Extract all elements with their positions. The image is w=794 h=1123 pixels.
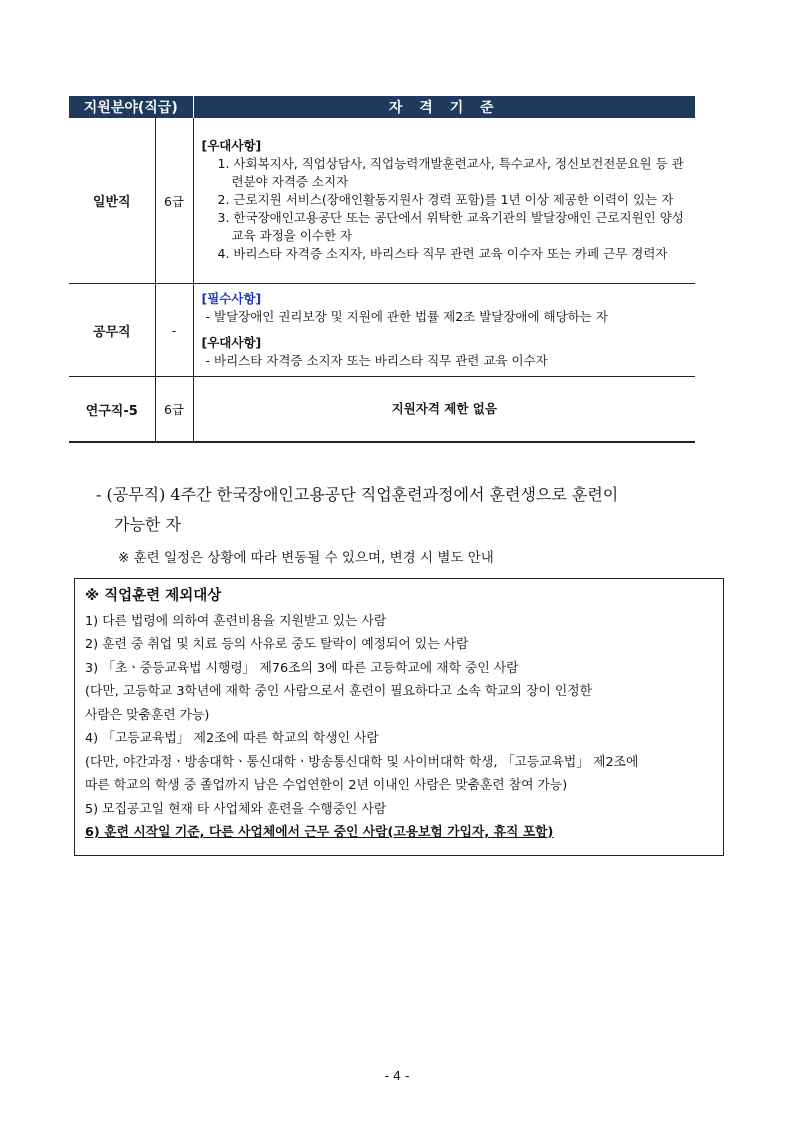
box-title: ※ 직업훈련 제외대상 xyxy=(85,588,222,604)
box-line: 사람은 맞춤훈련 가능) xyxy=(85,707,210,723)
note-line: - (공무직) 4주간 한국장애인고용공단 직업훈련과정에서 훈련생으로 훈련이 xyxy=(96,485,619,504)
box-line: 2) 훈련 중 취업 및 치료 등의 사유로 중도 탈락이 예정되어 있는 사람 xyxy=(85,637,469,652)
grade-cell: 6급 xyxy=(155,118,193,284)
note-line: 가능한 자 xyxy=(114,515,181,534)
table-row xyxy=(69,377,695,443)
qualification-cell xyxy=(193,284,695,377)
list-item: 3. 한국장애인고용공단 또는 공단에서 위탁한 교육기관의 발달장애인 근로지원인 양성교육 과정을 이수한 자 xyxy=(217,210,684,243)
field-cell: 일반직 xyxy=(69,118,155,284)
exclusion-box xyxy=(74,578,724,856)
page-number: - 4 - xyxy=(384,1068,410,1083)
grade-cell: - xyxy=(155,284,193,377)
table-row xyxy=(69,118,695,284)
box-line-emphasis: 6) 훈련 시작일 기준, 다른 사업체에서 근무 중인 사람(고용보험 가입자, 휴직 포함) xyxy=(85,825,554,840)
header-field: 지원분야(직급) xyxy=(69,96,193,118)
header-qualification: 자 격 기 준 xyxy=(193,96,695,118)
qualification-cell: 지원자격 제한 없음 xyxy=(193,377,695,443)
list-item: - 바리스타 자격증 소지자 또는 바리스타 직무 관련 교육 이수자 xyxy=(205,352,548,368)
list-item: 4. 바리스타 자격증 소지자, 바리스타 직무 관련 교육 이수자 또는 카페 근무 경력자 xyxy=(217,246,668,261)
box-line: 3) 「초ㆍ중등교육법 시행령」 제76조의 3에 따른 고등학교에 재학 중인 사람 xyxy=(85,660,519,676)
table-header-row xyxy=(69,96,695,118)
box-line: (다만, 야간과정ㆍ방송대학ㆍ통신대학ㆍ방송통신대학 및 사이버대학 학생, 「고등교육법」 제2조에 xyxy=(85,754,639,770)
section-heading: [필수사항] xyxy=(201,290,262,306)
list-item: 2. 근로지원 서비스(장애인활동지원사 경력 포함)를 1년 이상 제공한 이력이 있는 자 xyxy=(217,192,674,207)
section-heading: [우대사항] xyxy=(201,138,262,153)
box-line: 1) 다른 법령에 의하여 훈련비용을 지원받고 있는 사람 xyxy=(85,613,387,629)
list-item: 1. 사회복지사, 직업상담사, 직업능력개발훈련교사, 특수교사, 정신보건전문요원 등 관련분야 자격증 소지자 xyxy=(217,156,684,189)
box-line: 5) 모집공고일 현재 타 사업체와 훈련을 수행중인 사람 xyxy=(85,801,387,817)
field-cell: 공무직 xyxy=(69,284,155,377)
box-line: 4) 「고등교육법」 제2조에 따른 학교의 학생인 사람 xyxy=(85,731,379,746)
qualification-cell xyxy=(193,118,695,284)
schedule-note: ※ 훈련 일정은 상황에 따라 변동될 수 있으며, 변경 시 별도 안내 xyxy=(118,550,494,566)
grade-cell: 6급 xyxy=(155,377,193,443)
field-cell: 연구직-5 xyxy=(69,377,155,443)
table-row xyxy=(69,284,695,377)
section-heading: [우대사항] xyxy=(201,334,262,350)
training-note xyxy=(96,480,736,540)
qualification-table xyxy=(69,96,695,443)
preference-list xyxy=(202,155,688,263)
box-line: 따른 학교의 학생 중 졸업까지 남은 수업연한이 2년 이내인 사람은 맞춤훈련 참여 가능) xyxy=(85,778,568,793)
box-line: (다만, 고등학교 3학년에 재학 중인 사람으로서 훈련이 필요하다고 소속 학교의 장이 인정한 xyxy=(85,684,592,699)
list-item: - 발달장애인 권리보장 및 지원에 관한 법률 제2조 발달장애에 해당하는 자 xyxy=(205,308,608,324)
